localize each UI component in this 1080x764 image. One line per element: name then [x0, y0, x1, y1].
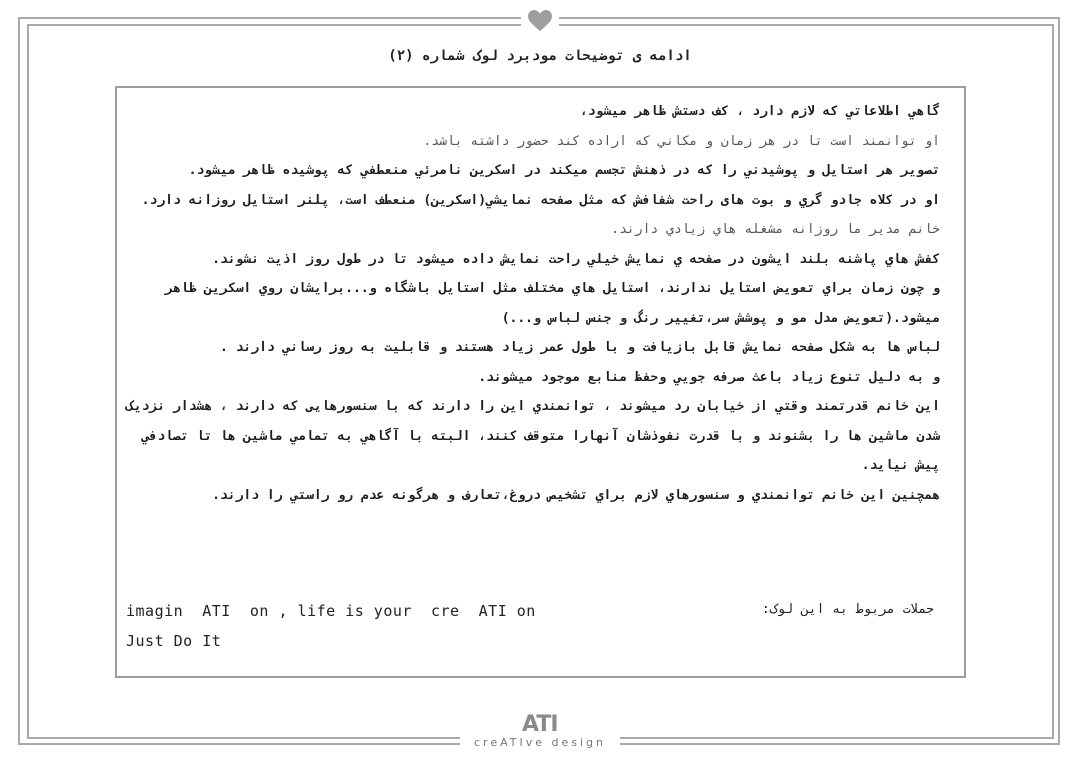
footer-logo: [460, 708, 620, 760]
paragraph: تصوير هر استايل و پوشيدني را كه در ذهنش تجسم ميكند در اسكرين نامرئي منعطفي كه پوشيده ظاهر ميشود.: [188, 163, 940, 178]
logo-tagline: creATIve design: [474, 736, 606, 749]
related-sentences-label: جملات مربوط به اين لوک:: [761, 602, 934, 617]
paragraph: اين خانم قدرتمند وقتي از خيابان رد ميشوند ، توانمندي اين را دارند كه با سنسورهایی كه دارند ، هشدار نزديک شدن ماشين ها را بشنوند و با قدرت نفوذشان آنهارا متوقف كنند، البته با آگاهي به تمامي ماشين ها تا تصادفي پيش نيايد.: [126, 399, 940, 473]
page-title: ادامه ی توضیحات مودبرد لوک شماره (٢): [388, 48, 692, 64]
paragraph: و به دليل تنوع زياد باعث صرفه جويي وحفظ منابع موجود ميشوند.: [478, 369, 940, 385]
heart-icon: [521, 6, 559, 36]
slogan-line-1: imagin ATI on , life is your cre ATI on: [126, 602, 536, 620]
paragraph: خانم مدير ما روزانه مشغله هاي زيادي دارند.: [611, 222, 940, 237]
paragraph: لباس ها به شكل صفحه نمايش قابل بازيافت و با طول عمر زياد هستند و قابليت به روز رساني دارند .: [219, 340, 940, 355]
paragraph: و چون زمان براي تعويض استايل ندارند، استايل هاي مختلف مثل استايل باشگاه و...برايشان روي اسكرين ظاهر ميشود.(تعويض مدل مو و پوشش سر،تغيير رنگ و جنس لباس و...): [165, 281, 940, 326]
slogan-line-2: Just Do It: [126, 632, 222, 650]
logo-mark: ATI: [522, 712, 558, 737]
paragraph: گاهي اطلاعاتي كه لازم دارد ، كف دستش ظاهر ميشود،: [579, 104, 940, 119]
paragraph: كفش هاي پاشنه بلند ايشون در صفحه ي نمايش خيلي راحت نمايش داده ميشود تا در طول روز اذيت نشوند.: [212, 251, 940, 267]
paragraph: همچنين اين خانم توانمندي و سنسورهاي لازم براي تشخيص دروغ،تعارف و هرگونه عدم رو راستي را دارند.: [212, 487, 940, 503]
description-body: [124, 97, 940, 510]
paragraph: او در كلاه جادو گري و بوت هاى راحت شفافش كه مثل صفحه نمايشي(اسكرين) منعطف است، پلنر استايل روزانه دارد.: [141, 192, 940, 208]
paragraph: او توانمند است تا در هر زمان و مكاني كه اراده كند حضور داشته باشد.: [423, 133, 940, 149]
